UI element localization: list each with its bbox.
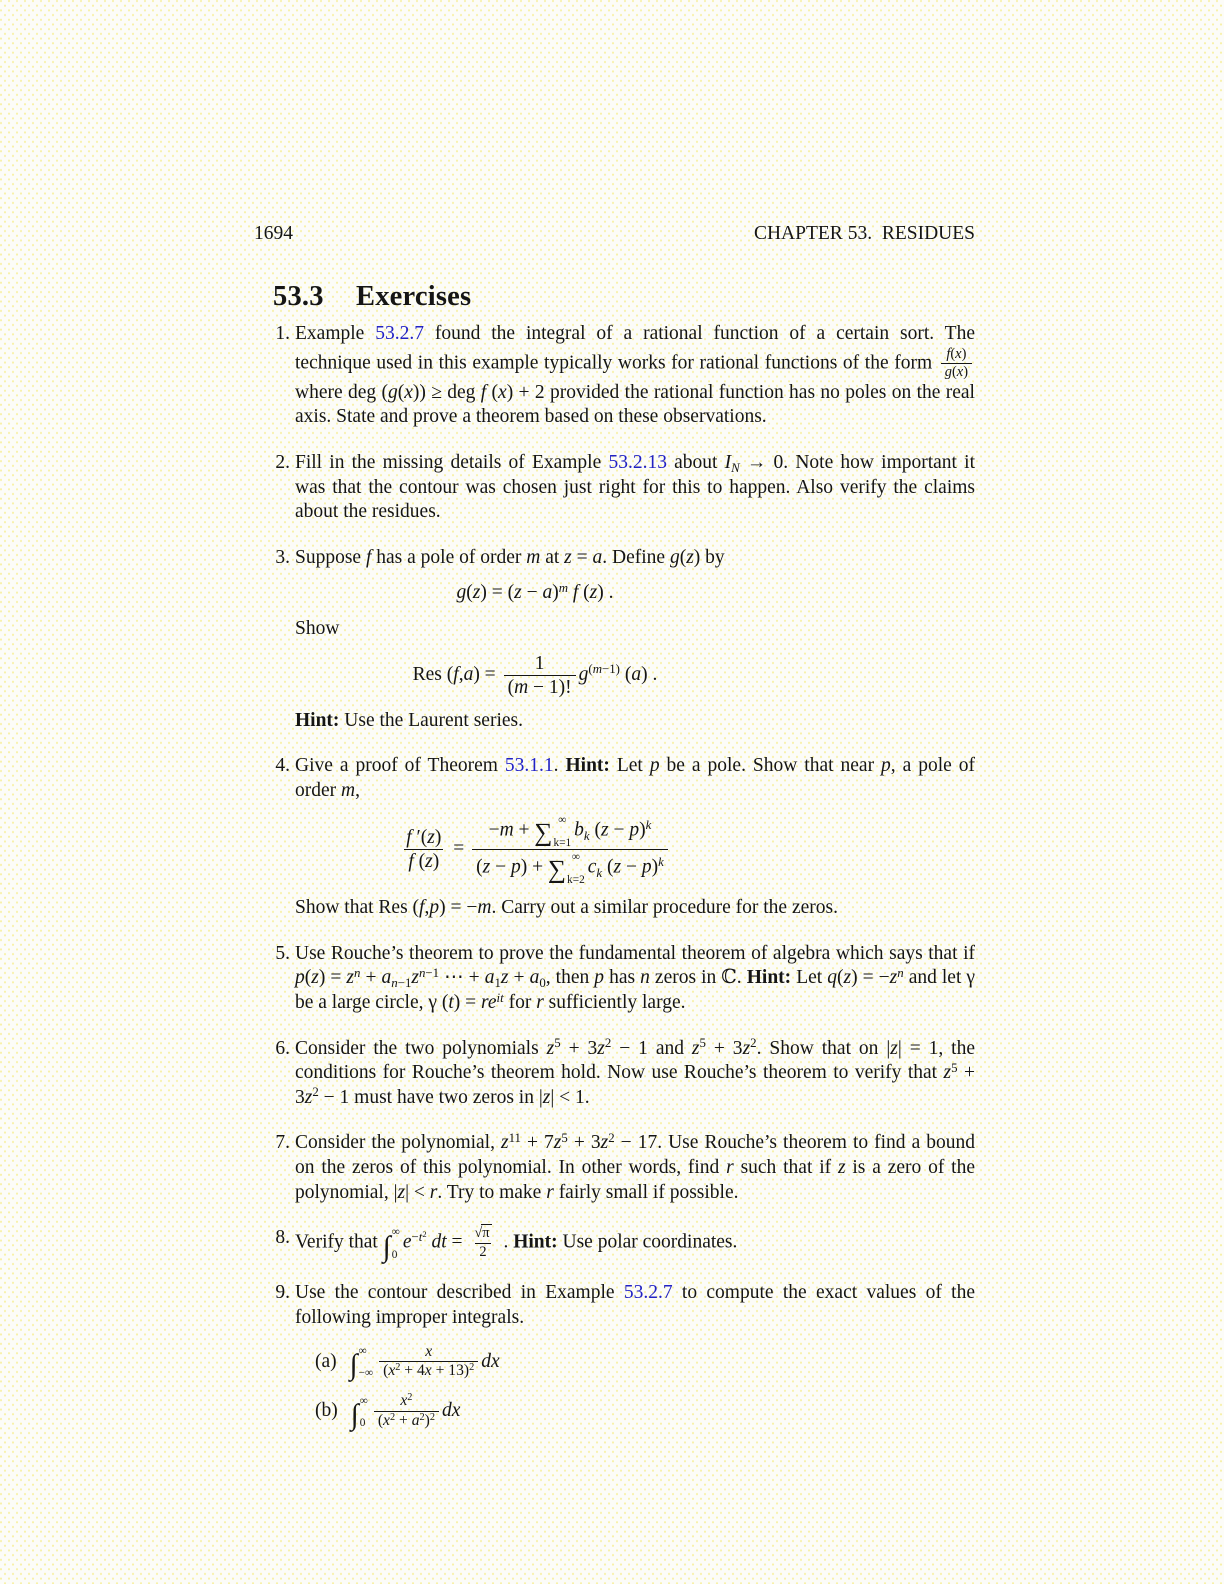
item-number: 3. [275,546,290,568]
summation-operator: ∑ ∞ k=1 [534,814,572,850]
page-number: 1694 [254,223,293,244]
section-title: Exercises [356,281,472,312]
fraction: $\frac{1}{(m - 1)!}$ [504,653,576,698]
summation-operator: ∑ ∞ k=2 [547,851,585,887]
exercise-item [254,1281,975,1430]
item-number: 8. [275,1227,290,1249]
exercise-paragraph: Fill in the missing details of Example 53.2.13 about IN → 0. Note how important it was that the contour was chosen just right for this to happen. Also verify the claims about the residues. [295,451,975,523]
section-number: 53.3 [273,281,324,312]
item-body [295,322,975,430]
sub-item [315,1393,975,1430]
fraction: $\frac{√\pi}{2}$ [474,1225,490,1260]
exercise-item [254,546,975,733]
item-body [295,754,975,921]
cross-reference-link[interactable]: 53.2.7 [375,323,424,344]
item-body [295,1281,975,1430]
sub-item-label: (a) [315,1350,337,1372]
sub-item-label: (b) [315,1400,338,1422]
item-number: 5. [275,942,290,964]
item-body [295,1131,975,1205]
item-body [295,1225,975,1263]
exercise-paragraph: Use Rouche’s theorem to prove the fundamental theorem of algebra which says that if $p(z) = z^n + an-1z^{n-1}$ ⋯ + a1z + a0, then p has n zeros in ℂ. Hint: Let $q(z) = -z^n$ and let γ be a large circle, γ $(t) = re^{it}$ for r sufficiently large. [295,942,976,1013]
running-head: CHAPTER 53. RESIDUES [753,223,975,244]
exercise-item [254,1131,975,1205]
exercise-item [254,1037,975,1111]
integral-operator: ∫ ∞ 0 [350,1394,368,1432]
item-body [295,546,975,733]
item-number: 1. [275,323,290,344]
item-body [295,942,975,1016]
sub-item [315,1344,975,1381]
exercise-item [254,1225,975,1263]
item-number: 2. [275,451,290,473]
item-number: 4. [275,755,290,777]
exercise-paragraph: Consider the two polynomials $z^5 + 3z^2 - 1$ and $z^5 + 3z^2$. Show that on |z| = 1, the conditions for Rouche’s theorem hold. Now use Rouche’s theorem to verify that $z^5 + 3z^2 - 1$ must have two zeros in |z| < 1. [295,1036,976,1108]
exercise-item [254,942,975,1016]
display-equation: $\frac{f '(z)}{f (z)}$ = −m + ∑ ∞ k=1 bk $(z - p)^k$ (z − p) + ∑ ∞ k=2 ck $(z - p)^k$ [295,814,775,885]
cross-reference-link[interactable]: 53.1.1 [504,755,554,777]
item-body [295,1037,975,1111]
exercise-item [254,322,975,430]
sub-item-equation: ∫ ∞ −∞ $\frac{x}{(x^2 + 4x + 13)^2}$ dx [349,1342,500,1382]
exercise-paragraph: Hint: Use the Laurent series. [295,709,523,731]
exercise-paragraph: Consider the polynomial, $z^{11} + 7z^5 + 3z^2 - 17$. Use Rouche’s theorem to find a bound on the zeros of this polynomial. In other words, find r such that if z is a zero of the polynomial, |z| < r. Try to make r fairly small if possible. [295,1130,976,1203]
exercise-paragraph: Suppose f has a pole of order m at z = a. Define g(z) by [295,546,725,568]
sqrt-radical: √π [474,1225,490,1242]
exercise-list [254,322,975,1430]
item-number: 6. [275,1037,290,1059]
fraction: $\frac{x}{(x^2 + 4x + 13)^2}$ [379,1344,478,1381]
fraction: $\frac{f '(z)}{f (z)}$ [406,827,442,873]
sub-item-equation: ∫ ∞ 0 $\frac{x^2}{(x^2 + a^2)^2}$ dx [350,1392,461,1432]
exercise-paragraph: Give a proof of Theorem 53.1.1. Hint: Let p be a pole. Show that near p, a pole of order m, [295,755,976,801]
exercise-paragraph: Use the contour described in Example 53.2.7 to compute the exact values of the following improper integrals. [295,1282,976,1328]
display-equation: $g(z) = (z - a)^m$ f (z) . [456,580,614,604]
exercise-paragraph: Show that Res (f,p) = −m. Carry out a similar procedure for the zeros. [295,897,838,919]
section-heading [273,282,975,312]
cross-reference-link[interactable]: 53.2.7 [623,1282,673,1304]
fraction: −m + ∑ ∞ k=1 bk $(z - p)^k$ (z − p) + ∑ ∞ k=2 ck $(z - p)^k$ [472,814,668,885]
exercise-item [254,754,975,921]
integral-operator: ∫ ∞ 0 [382,1226,400,1263]
item-number: 7. [275,1132,290,1154]
display-equation: Res (f,a) = $\frac{1}{(m - 1)!}$ $g^{(m-1)}$ (a) . [412,652,658,698]
sub-item-list [315,1344,975,1430]
exercise-paragraph: Example 53.2.7 found the integral of a rational function of a certain sort. The technique used in this example typically works for rational functions of the form $\frac{f(x)}{g(x)}$ where deg (g(x)) ≥ deg f (x) + 2 provided the rational function has no poles on the real axis. State and prove a theorem based on these observations. [295,323,975,428]
exercise-paragraph: Verify that ∫ ∞ 0 $e^{-t^2}$ dt = $\frac{√\pi}{2}$ . Hint: Use polar coordinates. [295,1225,738,1263]
exercise-item [254,451,975,525]
item-body [295,451,975,525]
exercise-paragraph: Show [295,617,340,639]
fraction: $\frac{x^2}{(x^2 + a^2)^2}$ [374,1393,439,1430]
fraction: $\frac{f(x)}{g(x)}$ [941,347,972,381]
cross-reference-link[interactable]: 53.2.13 [608,451,667,473]
integral-operator: ∫ ∞ −∞ [349,1345,374,1382]
page-header [254,222,975,246]
item-number: 9. [275,1282,290,1304]
